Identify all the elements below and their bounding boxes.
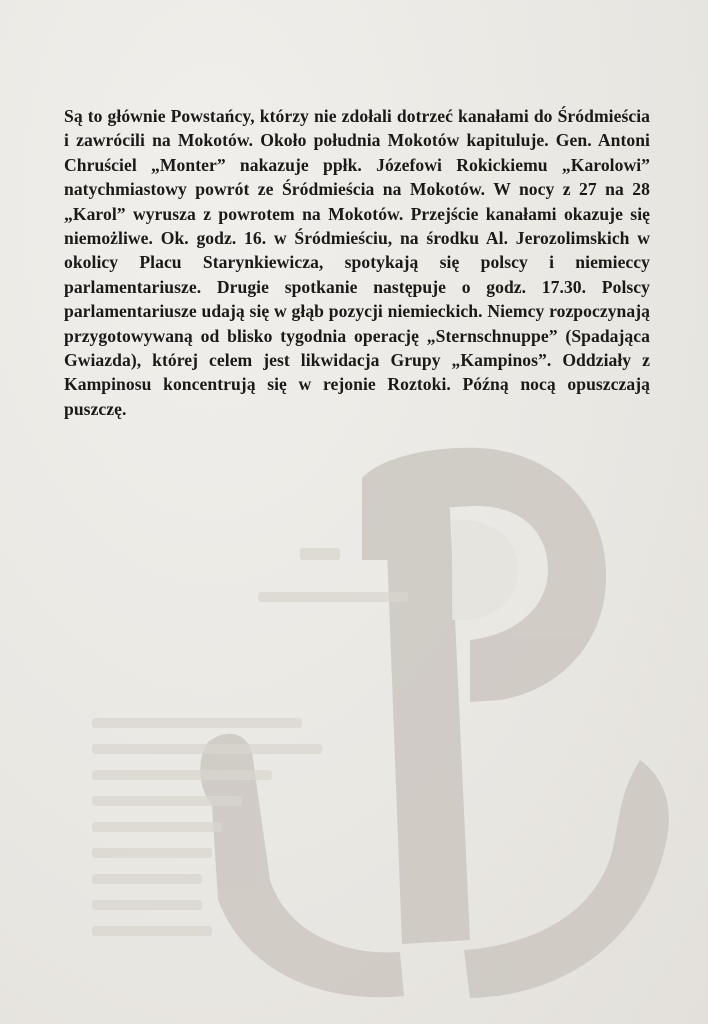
body-paragraph: Są to głównie Powstańcy, którzy nie zdołali dotrzeć kanałami do Śródmieścia i zawrócili na Mokotów. Około południa Mokotów kapituluje. Gen. Antoni Chruściel „Monter” nakazuje ppłk. Józefowi Rokickiemu „Karolowi” natychmiastowy powrót ze Śródmieścia na Mokotów. W nocy z 27 na 28 „Karol” wyrusza z powrotem na Mokotów. Przejście kanałami okazuje się niemożliwe. Ok. godz. 16. w Śródmieściu, na środku Al. Jerozolimskich w okolicy Placu Starynkiewicza, spotykają się polscy i niemieccy parlamentariusze. Drugie spotkanie następuje o godz. 17.30. Polscy parlamentariusze udają się w głąb pozycji niemieckich. Niemcy rozpoczynają przygotowywaną od blisko tygodnia operację „Sternschnuppe” (Spadająca Gwiazda), której celem jest likwidacja Grupy „Kampinos”. Oddziały z Kampinosu koncentrują się w rejonie Roztoki. Późną nocą opuszczają puszczę. — [64, 106, 650, 419]
